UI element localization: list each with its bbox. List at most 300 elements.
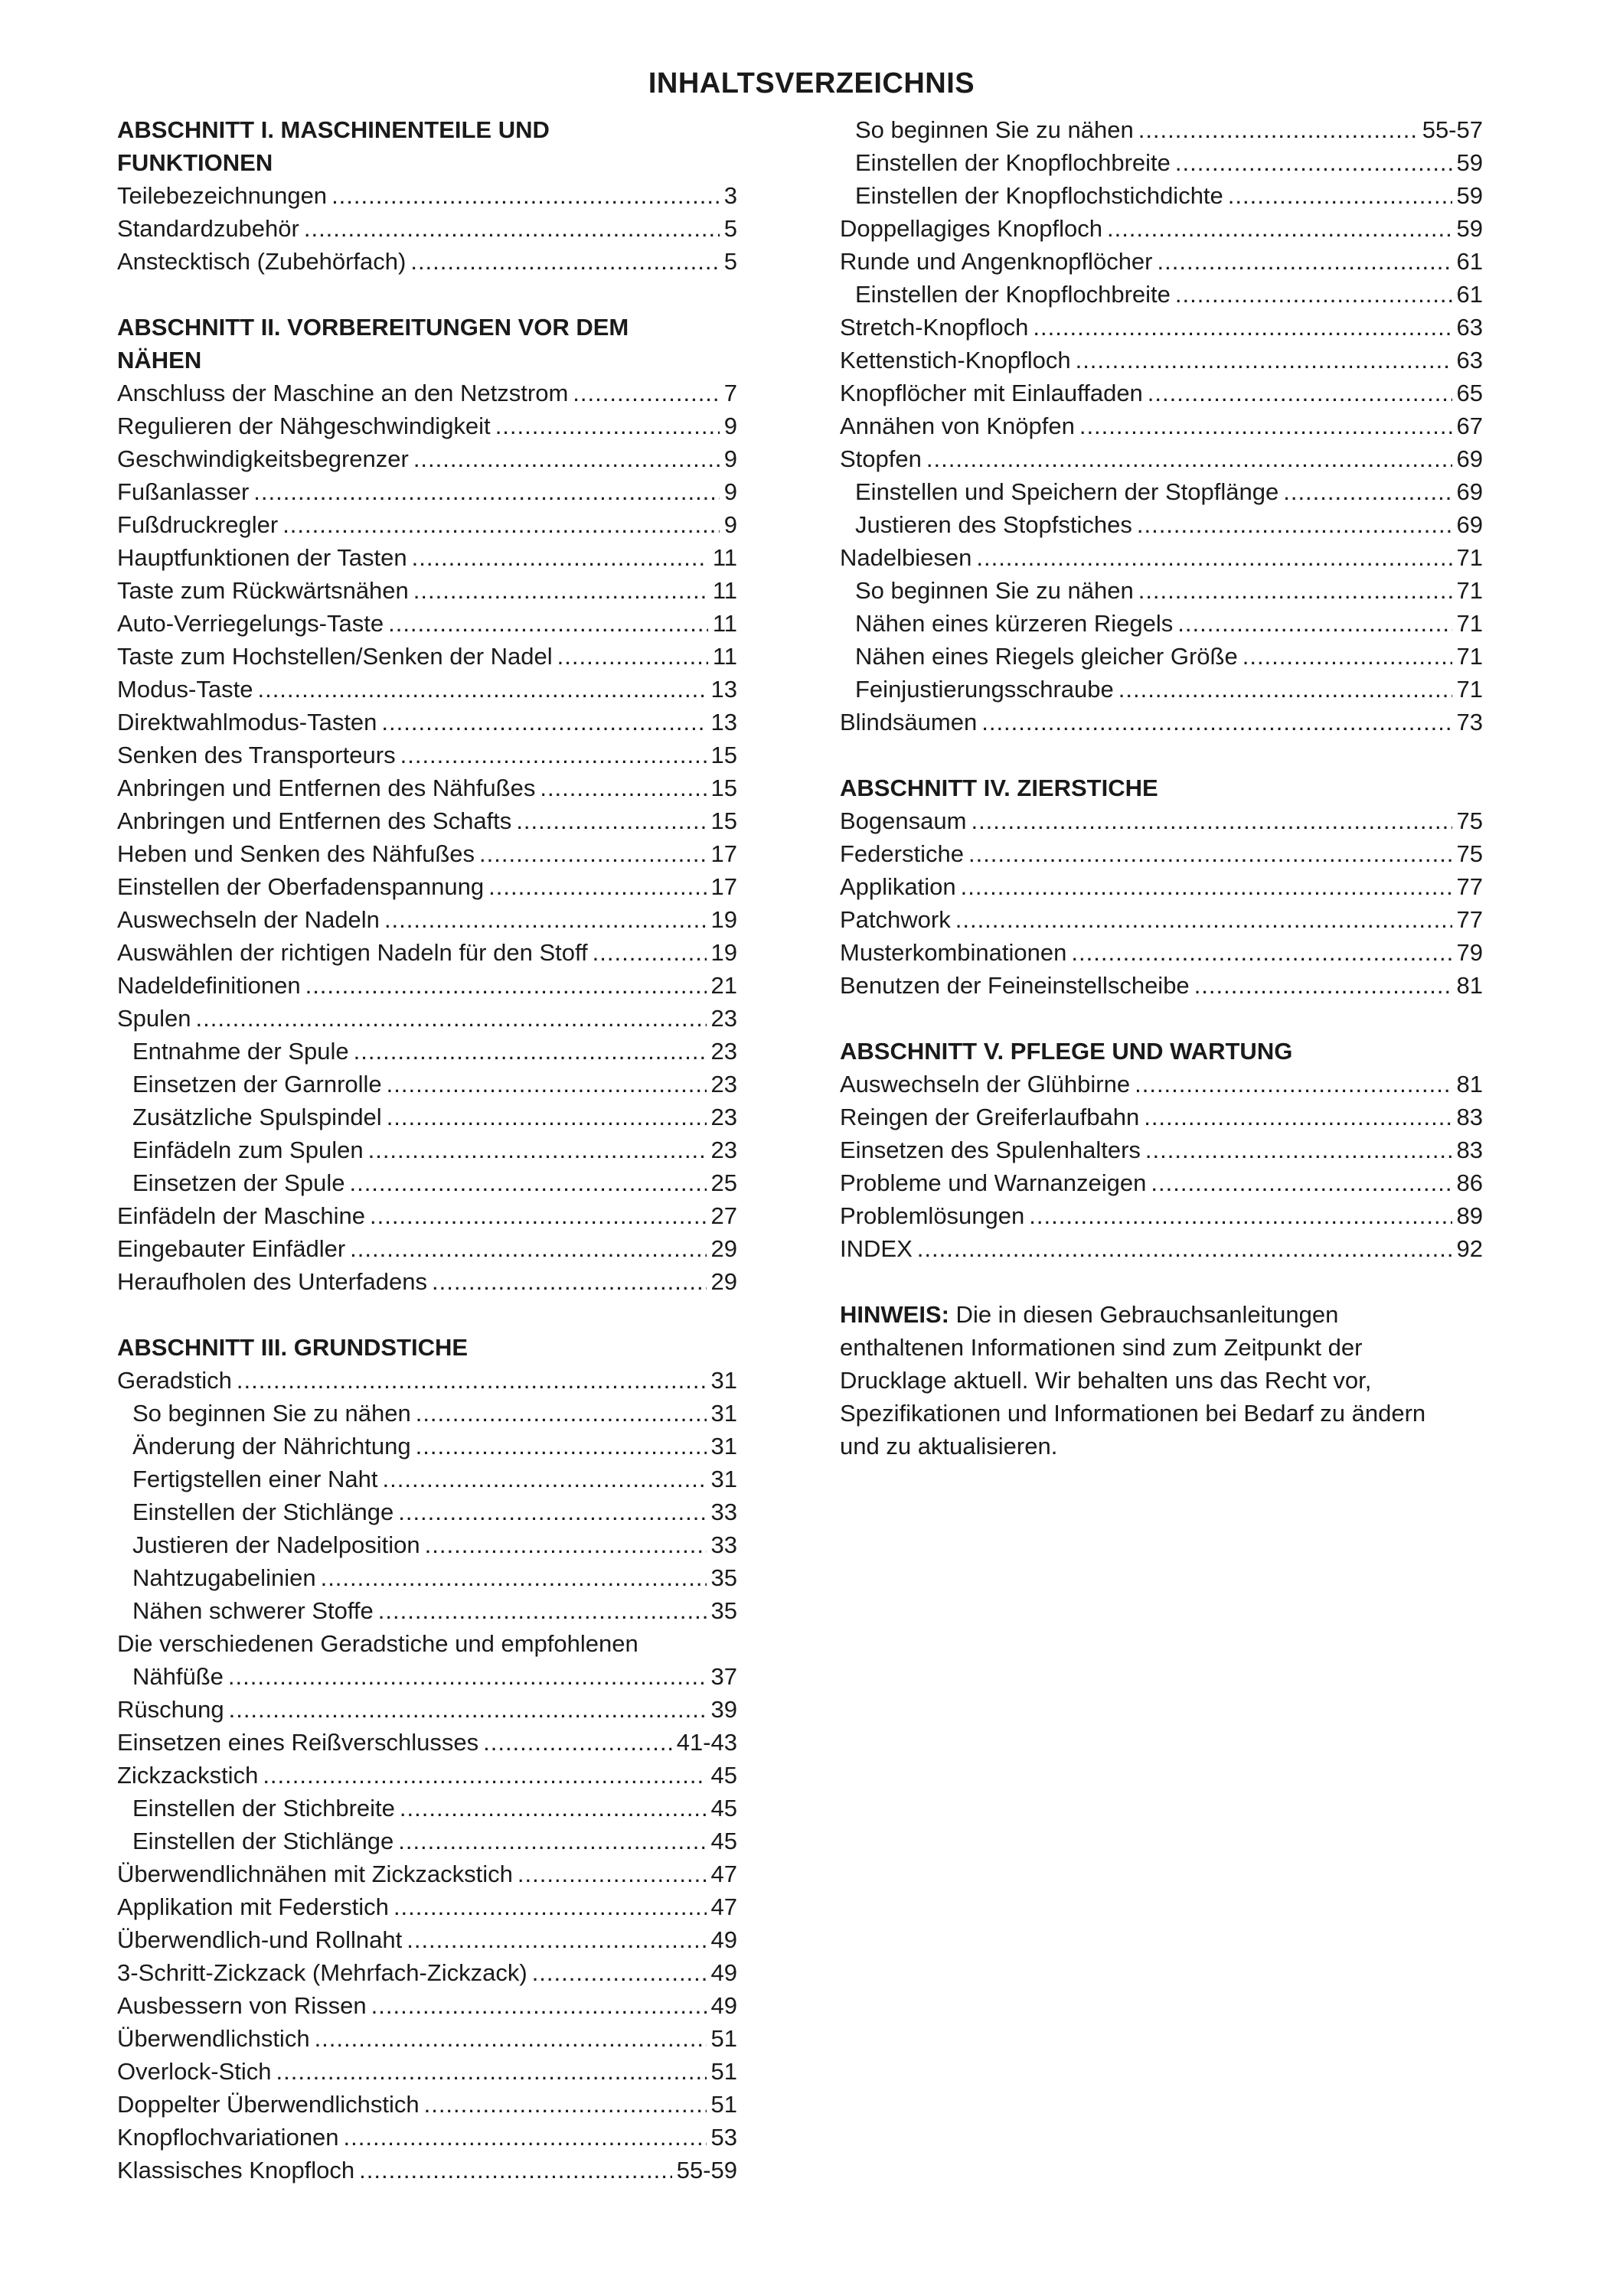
toc-page-number: 13 xyxy=(710,676,737,703)
toc-entry xyxy=(840,837,1483,870)
toc-subentry xyxy=(117,1594,737,1627)
toc-subentry xyxy=(117,1133,737,1166)
toc-page-number: 9 xyxy=(723,478,737,505)
dot-leader xyxy=(971,804,1452,837)
dot-leader xyxy=(371,1989,707,2022)
dot-leader xyxy=(228,1660,707,1693)
toc-entry-title: Einstellen der Knopflochbreite xyxy=(855,149,1171,176)
dot-leader xyxy=(416,1430,707,1463)
dot-leader xyxy=(1175,146,1452,179)
toc-page-number: 55-59 xyxy=(676,2157,737,2183)
toc-page-number: 83 xyxy=(1456,1137,1483,1163)
dot-leader xyxy=(400,739,707,771)
dot-leader xyxy=(1151,1166,1452,1199)
toc-page-number: 59 xyxy=(1456,149,1483,176)
toc-entry-title: Überwendlichstich xyxy=(117,2025,310,2052)
toc-entry xyxy=(840,1232,1483,1265)
toc-page-number: 11 xyxy=(712,610,737,637)
toc-entry-text: Die verschiedenen Geradstiche und empfohlenen xyxy=(117,1630,638,1657)
toc-page-number: 17 xyxy=(710,840,737,867)
dot-leader xyxy=(394,1890,707,1923)
toc-entry-title: Geschwindigkeitsbegrenzer xyxy=(117,445,409,472)
toc-page-number: 71 xyxy=(1456,577,1483,604)
dot-leader xyxy=(1118,673,1452,706)
toc-entry xyxy=(117,1265,737,1298)
toc-entry-title: Auswechseln der Nadeln xyxy=(117,906,380,933)
toc-page-number: 5 xyxy=(723,215,737,242)
dot-leader xyxy=(321,1561,707,1594)
note-line: enthaltenen Informationen sind zum Zeitpunkt der xyxy=(840,1334,1363,1361)
dot-leader xyxy=(483,1726,672,1759)
toc-page-number: 11 xyxy=(712,544,737,571)
toc-subentry xyxy=(117,1561,737,1594)
toc-page-number: 19 xyxy=(710,939,737,966)
toc-entry-title: Geradstich xyxy=(117,1367,232,1394)
toc-page-number: 9 xyxy=(723,445,737,472)
dot-leader xyxy=(398,1495,706,1528)
toc-entry-title: Entnahme der Spule xyxy=(132,1038,349,1065)
toc-subentry xyxy=(117,1068,737,1101)
toc-page-number: 59 xyxy=(1456,215,1483,242)
toc-entry-title: Nähen eines kürzeren Riegels xyxy=(855,610,1174,637)
dot-leader xyxy=(1145,1133,1452,1166)
section-heading: ABSCHNITT III. GRUNDSTICHE xyxy=(117,1334,469,1361)
toc-entry-title: Standardzubehör xyxy=(117,215,299,242)
toc-entry-title: Anstecktisch (Zubehörfach) xyxy=(117,248,407,275)
toc-entry-title: Zusätzliche Spulspindel xyxy=(132,1104,382,1130)
toc-entry-title: Einfädeln zum Spulen xyxy=(132,1137,364,1163)
section-gap xyxy=(840,1265,1483,1298)
toc-subentry xyxy=(117,1101,737,1133)
toc-entry xyxy=(117,442,737,475)
note-label: HINWEIS: xyxy=(840,1301,949,1328)
dot-leader xyxy=(381,706,706,739)
dot-leader xyxy=(350,1232,706,1265)
dot-leader xyxy=(304,212,720,245)
toc-entry-title: Einstellen der Knopflochstichdichte xyxy=(855,182,1223,209)
toc-page-number: 63 xyxy=(1456,314,1483,341)
toc-entry xyxy=(840,541,1483,574)
dot-leader xyxy=(412,541,708,574)
toc-entry xyxy=(840,804,1483,837)
toc-right-column xyxy=(840,113,1483,1463)
toc-entry xyxy=(117,936,737,969)
toc-page-number: 33 xyxy=(710,1531,737,1558)
toc-entry xyxy=(117,377,737,409)
toc-subentry xyxy=(117,1495,737,1528)
toc-entry-title: Einsetzen der Spule xyxy=(132,1169,345,1196)
toc-page-number: 69 xyxy=(1456,511,1483,538)
toc-page-number: 45 xyxy=(710,1795,737,1821)
toc-entry xyxy=(840,1133,1483,1166)
toc-page-number: 65 xyxy=(1456,380,1483,406)
toc-entry-title: Fußdruckregler xyxy=(117,511,279,538)
toc-subentry xyxy=(840,278,1483,311)
toc-entry xyxy=(840,212,1483,245)
toc-page-number: 86 xyxy=(1456,1169,1483,1196)
toc-subentry xyxy=(840,113,1483,146)
toc-entry-title: Fertigstellen einer Naht xyxy=(132,1466,378,1492)
toc-entry xyxy=(117,837,737,870)
dot-leader xyxy=(1079,409,1452,442)
dot-leader xyxy=(413,442,720,475)
toc-entry-title: Reingen der Greiferlaufbahn xyxy=(840,1104,1140,1130)
dot-leader xyxy=(387,1068,707,1101)
section-gap xyxy=(117,1298,737,1331)
toc-page-number: 33 xyxy=(710,1499,737,1525)
toc-entry xyxy=(117,804,737,837)
toc-subentry xyxy=(117,1792,737,1825)
toc-entry xyxy=(117,2022,737,2055)
toc-entry xyxy=(117,2154,737,2187)
toc-page-number: 39 xyxy=(710,1696,737,1723)
dot-leader xyxy=(1283,475,1452,508)
dot-leader xyxy=(1138,574,1452,607)
toc-page-number: 51 xyxy=(710,2058,737,2085)
toc-entry xyxy=(117,1199,737,1232)
toc-entry-title: Runde und Angenknopflöcher xyxy=(840,248,1153,275)
toc-entry-title: INDEX xyxy=(840,1235,913,1262)
toc-page-number: 47 xyxy=(710,1861,737,1887)
dot-leader xyxy=(1033,311,1452,344)
toc-entry-title: Patchwork xyxy=(840,906,951,933)
page-title: INHALTSVERZEICHNIS xyxy=(648,67,975,99)
toc-entry-title: Einfädeln der Maschine xyxy=(117,1202,365,1229)
toc-page-number: 45 xyxy=(710,1762,737,1789)
toc-entry xyxy=(840,1101,1483,1133)
toc-page-number: 23 xyxy=(710,1137,737,1163)
toc-entry-title: Überwendlichnähen mit Zickzackstich xyxy=(117,1861,513,1887)
dot-leader xyxy=(253,475,719,508)
toc-entry-title: Feinjustierungsschraube xyxy=(855,676,1114,703)
toc-entry xyxy=(840,409,1483,442)
dot-leader xyxy=(354,1035,707,1068)
section-heading: ABSCHNITT IV. ZIERSTICHE xyxy=(840,775,1158,801)
dot-leader xyxy=(488,870,706,903)
dot-leader xyxy=(413,574,708,607)
toc-entry-title: Musterkombinationen xyxy=(840,939,1067,966)
dot-leader xyxy=(359,2154,672,2187)
toc-page-number: 71 xyxy=(1456,676,1483,703)
toc-page-number: 63 xyxy=(1456,347,1483,373)
toc-entry-title: Einstellen der Stichlänge xyxy=(132,1499,394,1525)
dot-leader xyxy=(1144,1101,1452,1133)
toc-entry xyxy=(840,1199,1483,1232)
dot-leader xyxy=(378,1594,707,1627)
toc-entry-title: Anbringen und Entfernen des Nähfußes xyxy=(117,775,536,801)
toc-entry-title: Problemlösungen xyxy=(840,1202,1025,1229)
dot-leader xyxy=(398,1825,706,1857)
toc-page-number: 31 xyxy=(710,1367,737,1394)
dot-leader xyxy=(384,903,707,936)
dot-leader xyxy=(955,903,1452,936)
dot-leader xyxy=(237,1364,707,1397)
toc-page-number: 71 xyxy=(1456,643,1483,670)
toc-page-number: 27 xyxy=(710,1202,737,1229)
toc-page-number: 77 xyxy=(1456,906,1483,933)
toc-entry xyxy=(840,936,1483,969)
dot-leader xyxy=(573,377,719,409)
toc-page-number: 75 xyxy=(1456,840,1483,867)
toc-subentry xyxy=(840,146,1483,179)
dot-leader xyxy=(1194,969,1452,1002)
toc-entry-title: Knopflöcher mit Einlauffaden xyxy=(840,380,1143,406)
toc-entry-title: Einstellen und Speichern der Stopflänge xyxy=(855,478,1279,505)
toc-page-number: 55-57 xyxy=(1422,116,1483,143)
toc-entry xyxy=(840,870,1483,903)
dot-leader xyxy=(196,1002,707,1035)
dot-leader xyxy=(516,804,706,837)
toc-page-number: 23 xyxy=(710,1005,737,1032)
toc-page-number: 31 xyxy=(710,1400,737,1427)
toc-page-number: 5 xyxy=(723,248,737,275)
toc-page-number: 19 xyxy=(710,906,737,933)
toc-entry-title: Benutzen der Feineinstellscheibe xyxy=(840,972,1190,999)
toc-entry-title: Anbringen und Entfernen des Schafts xyxy=(117,807,512,834)
dot-leader xyxy=(263,1759,706,1792)
section-gap xyxy=(117,278,737,311)
dot-leader xyxy=(315,2022,707,2055)
toc-entry xyxy=(840,311,1483,344)
toc-entry-title: Blindsäumen xyxy=(840,709,978,735)
toc-entry-title: Heraufholen des Unterfadens xyxy=(117,1268,427,1295)
toc-page-number: 75 xyxy=(1456,807,1483,834)
toc-entry-title: Anschluss der Maschine an den Netzstrom xyxy=(117,380,569,406)
toc-subentry xyxy=(840,179,1483,212)
toc-entry xyxy=(117,212,737,245)
toc-entry xyxy=(117,2088,737,2121)
toc-entry xyxy=(117,640,737,673)
toc-entry xyxy=(840,442,1483,475)
toc-page-number: 81 xyxy=(1456,972,1483,999)
toc-page-number: 92 xyxy=(1456,1235,1483,1262)
toc-entry-title: Ausbessern von Rissen xyxy=(117,1992,367,2019)
toc-entry-title: Justieren des Stopfstiches xyxy=(855,511,1132,538)
toc-entry xyxy=(117,903,737,936)
toc-entry-title: Nähfüße xyxy=(132,1663,224,1690)
toc-subentry xyxy=(840,640,1483,673)
toc-page-number: 49 xyxy=(710,1959,737,1986)
toc-entry-title: Einstellen der Stichlänge xyxy=(132,1828,394,1854)
toc-page-number: 11 xyxy=(712,577,737,604)
dot-leader xyxy=(305,969,707,1002)
note-line xyxy=(840,1298,1483,1331)
toc-page-number: 69 xyxy=(1456,478,1483,505)
toc-entry xyxy=(840,1166,1483,1199)
dot-leader xyxy=(344,2121,707,2154)
toc-page-number: 71 xyxy=(1456,610,1483,637)
dot-leader xyxy=(416,1397,707,1430)
toc-entry-title: Einsetzen eines Reißverschlusses xyxy=(117,1729,479,1756)
toc-entry-title: Direktwahlmodus-Tasten xyxy=(117,709,377,735)
toc-subentry xyxy=(117,1463,737,1495)
dot-leader xyxy=(981,706,1452,739)
toc-entry xyxy=(117,2055,737,2088)
toc-entry xyxy=(117,245,737,278)
toc-entry xyxy=(840,706,1483,739)
toc-entry xyxy=(117,475,737,508)
section-heading: FUNKTIONEN xyxy=(117,149,273,176)
dot-leader xyxy=(425,1528,707,1561)
toc-entry xyxy=(117,1857,737,1890)
section-heading: ABSCHNITT V. PFLEGE UND WARTUNG xyxy=(840,1038,1293,1065)
toc-entry-title: Einstellen der Oberfadenspannung xyxy=(117,873,485,900)
toc-entry-title: Applikation mit Federstich xyxy=(117,1893,389,1920)
dot-leader xyxy=(540,771,706,804)
dot-leader xyxy=(1175,278,1452,311)
dot-leader xyxy=(349,1166,706,1199)
note-line: Drucklage aktuell. Wir behalten uns das Recht vor, xyxy=(840,1367,1372,1394)
toc-entry xyxy=(117,1364,737,1397)
toc-entry xyxy=(117,870,737,903)
toc-entry xyxy=(840,1068,1483,1101)
toc-entry-title: Doppellagiges Knopfloch xyxy=(840,215,1102,242)
toc-entry-title: Taste zum Rückwärtsnähen xyxy=(117,577,409,604)
toc-entry-title: Taste zum Hochstellen/Senken der Nadel xyxy=(117,643,553,670)
dot-leader xyxy=(1071,936,1452,969)
dot-leader xyxy=(383,1463,707,1495)
toc-page-number: 53 xyxy=(710,2124,737,2151)
toc-entry xyxy=(117,574,737,607)
toc-entry-title: Einstellen der Knopflochbreite xyxy=(855,281,1171,308)
section-gap xyxy=(840,1002,1483,1035)
toc-entry-title: Heben und Senken des Nähfußes xyxy=(117,840,475,867)
toc-entry-title: Nahtzugabelinien xyxy=(132,1564,316,1591)
toc-page-number: 15 xyxy=(710,742,737,768)
toc-page-number: 17 xyxy=(710,873,737,900)
toc-entry xyxy=(117,2121,737,2154)
toc-entry-title: Änderung der Nährichtung xyxy=(132,1433,411,1459)
dot-leader xyxy=(976,541,1452,574)
toc-subentry xyxy=(840,508,1483,541)
toc-entry-title: 3-Schritt-Zickzack (Mehrfach-Zickzack) xyxy=(117,1959,527,1986)
dot-leader xyxy=(400,1792,707,1825)
toc-subentry xyxy=(117,1825,737,1857)
toc-entry-title: Auswählen der richtigen Nadeln für den Stoff xyxy=(117,939,588,966)
toc-entry-title: Federstiche xyxy=(840,840,964,867)
section-heading: ABSCHNITT I. MASCHINENTEILE UND xyxy=(117,116,550,143)
dot-leader xyxy=(593,936,707,969)
dot-leader xyxy=(926,442,1452,475)
dot-leader xyxy=(532,1956,707,1989)
toc-page-number: 31 xyxy=(710,1433,737,1459)
dot-leader xyxy=(1137,508,1452,541)
toc-entry xyxy=(117,409,737,442)
toc-subentry xyxy=(117,1035,737,1068)
toc-page-number: 9 xyxy=(723,413,737,439)
toc-entry-title: Teilebezeichnungen xyxy=(117,182,328,209)
toc-page-number: 23 xyxy=(710,1038,737,1065)
toc-entry-title: Stretch-Knopfloch xyxy=(840,314,1029,341)
dot-leader xyxy=(1107,212,1452,245)
toc-entry xyxy=(117,1989,737,2022)
toc-page-number: 73 xyxy=(1456,709,1483,735)
toc-subentry xyxy=(840,607,1483,640)
toc-page-number: 11 xyxy=(712,643,737,670)
dot-leader xyxy=(1029,1199,1452,1232)
note-line: und zu aktualisieren. xyxy=(840,1433,1058,1459)
toc-entry-title: Eingebauter Einfädler xyxy=(117,1235,346,1262)
dot-leader xyxy=(1148,377,1452,409)
toc-page-number: 69 xyxy=(1456,445,1483,472)
dot-leader xyxy=(1076,344,1452,377)
dot-leader xyxy=(917,1232,1452,1265)
toc-entry xyxy=(117,1232,737,1265)
dot-leader xyxy=(388,607,708,640)
toc-entry-title: Rüschung xyxy=(117,1696,224,1723)
toc-entry xyxy=(117,739,737,771)
toc-entry xyxy=(117,1956,737,1989)
toc-entry-title: Bogensaum xyxy=(840,807,967,834)
toc-entry xyxy=(117,1890,737,1923)
toc-page-number: 31 xyxy=(710,1466,737,1492)
toc-page-number: 15 xyxy=(710,775,737,801)
section-heading: NÄHEN xyxy=(117,347,202,373)
toc-page-number: 49 xyxy=(710,1926,737,1953)
toc-page-number: 51 xyxy=(710,2025,737,2052)
toc-page-number: 21 xyxy=(710,972,737,999)
note xyxy=(840,1298,1483,1463)
toc-entry-title: Überwendlich-und Rollnaht xyxy=(117,1926,403,1953)
toc-subentry xyxy=(117,1430,737,1463)
toc-entry-title: Zickzackstich xyxy=(117,1762,259,1789)
toc-page-number: 9 xyxy=(723,511,737,538)
dot-leader xyxy=(968,837,1452,870)
toc-entry-title: Nadelbiesen xyxy=(840,544,972,571)
toc-page-number: 7 xyxy=(723,380,737,406)
toc-page-number: 35 xyxy=(710,1597,737,1624)
dot-leader xyxy=(407,1923,706,1956)
dot-leader xyxy=(276,2055,707,2088)
toc-page-number: 77 xyxy=(1456,873,1483,900)
toc-entry xyxy=(117,673,737,706)
toc-page-number: 41-43 xyxy=(676,1729,737,1756)
toc-entry xyxy=(840,969,1483,1002)
toc-entry-title: Fußanlasser xyxy=(117,478,250,505)
toc-page-number: 25 xyxy=(710,1169,737,1196)
toc-page-number: 45 xyxy=(710,1828,737,1854)
dot-leader xyxy=(1135,1068,1452,1101)
toc-subentry xyxy=(840,574,1483,607)
toc-page-number: 37 xyxy=(710,1663,737,1690)
dot-leader xyxy=(518,1857,707,1890)
section-heading: ABSCHNITT II. VORBEREITUNGEN VOR DEM xyxy=(117,314,629,341)
toc-left-column xyxy=(117,113,737,2187)
toc-entry-title: Hauptfunktionen der Tasten xyxy=(117,544,407,571)
toc-page-number: 51 xyxy=(710,2091,737,2118)
dot-leader xyxy=(410,245,719,278)
toc-page-number: 81 xyxy=(1456,1071,1483,1097)
toc-page-number: 13 xyxy=(710,709,737,735)
toc-entry-title: Probleme und Warnanzeigen xyxy=(840,1169,1147,1196)
toc-entry-title: Knopflochvariationen xyxy=(117,2124,339,2151)
toc-entry-title: Stopfen xyxy=(840,445,922,472)
toc-entry-title: Auswechseln der Glühbirne xyxy=(840,1071,1131,1097)
toc-subentry xyxy=(840,673,1483,706)
toc-subentry xyxy=(840,475,1483,508)
toc-entry-title: Justieren der Nadelposition xyxy=(132,1531,420,1558)
toc-entry xyxy=(117,1693,737,1726)
toc-page-number: 29 xyxy=(710,1268,737,1295)
dot-leader xyxy=(1138,113,1418,146)
dot-leader xyxy=(432,1265,707,1298)
toc-page-number: 3 xyxy=(723,182,737,209)
toc-entry-title: Auto-Verriegelungs-Taste xyxy=(117,610,384,637)
toc-entry xyxy=(117,1726,737,1759)
toc-entry-title: Senken des Transporteurs xyxy=(117,742,396,768)
toc-entry-title: Nähen eines Riegels gleicher Größe xyxy=(855,643,1238,670)
toc-entry-title: So beginnen Sie zu nähen xyxy=(855,577,1134,604)
